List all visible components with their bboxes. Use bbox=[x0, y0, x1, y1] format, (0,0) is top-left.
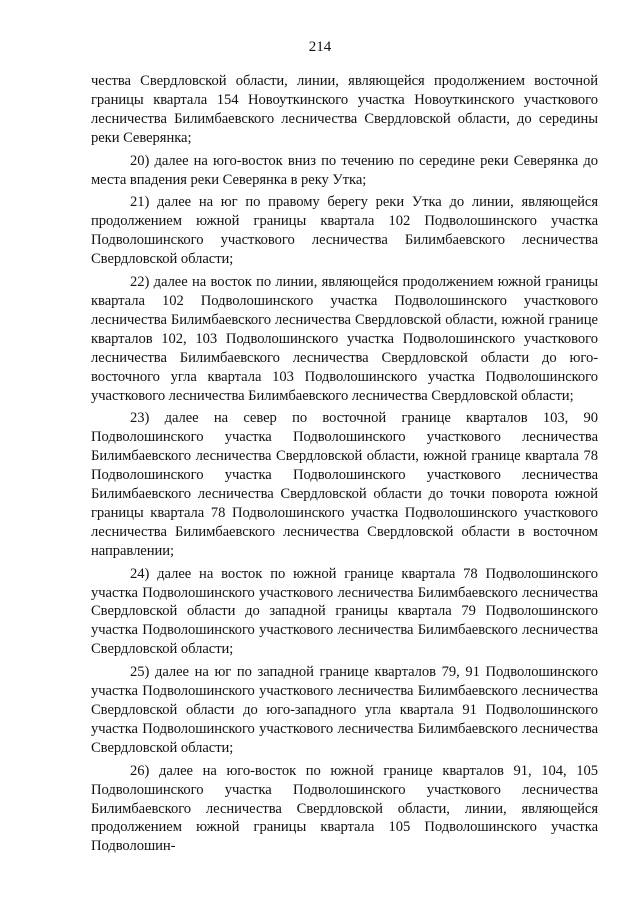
paragraph-item-26: 26) далее на юго-восток по южной границе кварталов 91, 104, 105 Подволошинского участка Подволошинского участкового лесничества Билимбаевского лесничества Свердловской области, линии, являющейся продолжением южной границы квартала 105 Подволошинского участка Подволошин- bbox=[91, 762, 598, 855]
paragraph-item-24: 24) далее на восток по южной границе квартала 78 Подволошинского участка Подволошинского участкового лесничества Билимбаевского лесничества Свердловской области до западной границы квартала 79 Подволошинского участка Подволошинского участкового лесничества Билимбаевского лесничества Свердловской области; bbox=[91, 565, 598, 658]
paragraph-item-20: 20) далее на юго-восток вниз по течению по середине реки Северянка до места впадения реки Северянка в реку Утка; bbox=[91, 152, 598, 188]
document-body bbox=[91, 72, 598, 860]
paragraph-continuation: чества Свердловской области, линии, являющейся продолжением восточной границы квартала 154 Новоуткинского участка Новоуткинского участкового лесничества Билимбаевского лесничества Свердловской области, до середины реки Северянка; bbox=[91, 73, 598, 146]
page-number: 214 bbox=[308, 39, 332, 55]
paragraph-item-21: 21) далее на юг по правому берегу реки Утка до линии, являющейся продолжением южной границы квартала 102 Подволошинского участка Подволошинского участкового лесничества Билимбаевского лесничества Свердловской области; bbox=[91, 194, 598, 268]
paragraph-item-23: 23) далее на север по восточной границе кварталов 103, 90 Подволошинского участка Подволошинского участкового лесничества Билимбаевского лесничества Свердловской области, южной границе квартала 78 Подволошинского участка Подволошинского участкового лесничества Билимбаевского лесничества Свердловской области до точки поворота южной границы квартала 78 Подволошинского участка Подволошинского участкового лесничества Билимбаевского лесничества Свердловской области в восточном направлении; bbox=[91, 410, 598, 559]
paragraph-item-25: 25) далее на юг по западной границе кварталов 79, 91 Подволошинского участка Подволошинского участкового лесничества Билимбаевского лесничества Свердловской области до юго-западного угла квартала 91 Подволошинского участка Подволошинского участкового лесничества Билимбаевского лесничества Свердловской области; bbox=[91, 664, 598, 756]
paragraph-item-22: 22) далее на восток по линии, являющейся продолжением южной границы квартала 102 Подволошинского участка Подволошинского участкового лесничества Билимбаевского лесничества Свердловской области, южной границе кварталов 102, 103 Подволошинского участка Подволошинского участкового лесничества Билимбаевского лесничества Свердловской области до юго-восточного угла квартала 103 Подволошинского участка Подволошинского участкового лесничества Билимбаевского лесничества Свердловской области; bbox=[91, 274, 598, 404]
